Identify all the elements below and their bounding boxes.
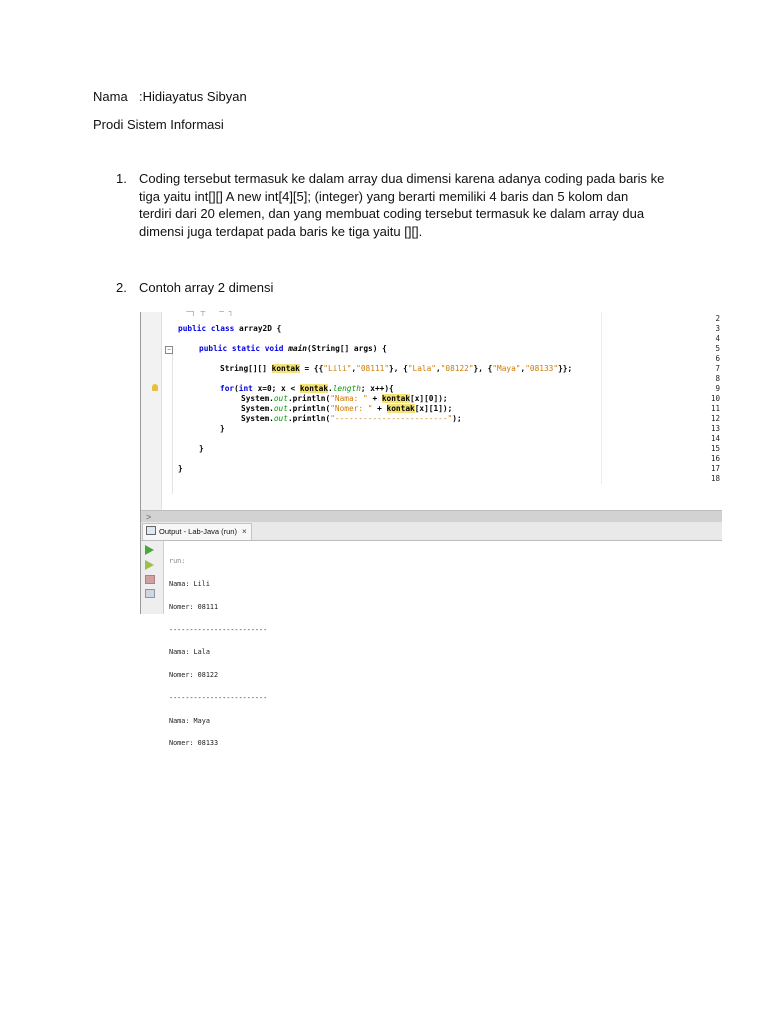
code-text: + <box>367 394 382 403</box>
right-margin-line <box>601 312 602 484</box>
line-number: 13 <box>710 424 720 433</box>
code-text: [x][0]); <box>410 394 448 403</box>
code-text: }, { <box>473 364 493 373</box>
output-line: ------------------------ <box>169 693 268 702</box>
code-text: }}; <box>558 364 573 373</box>
output-toolbar <box>141 541 164 614</box>
name-value: :Hidiayatus Sibyan <box>139 89 247 104</box>
code-text: + <box>372 404 387 413</box>
line-number: 2 <box>715 314 720 323</box>
code-method: main <box>288 344 307 353</box>
stop-icon[interactable] <box>145 575 155 584</box>
code-string: "Nomer: " <box>330 404 373 413</box>
code-string: "08122" <box>440 364 474 373</box>
output-pane <box>141 541 722 748</box>
code-line-15: } <box>199 444 204 453</box>
code-text: x=0; x < <box>252 384 300 393</box>
code-line-5 <box>199 344 387 354</box>
ide-screenshot <box>140 307 722 748</box>
list-number-1: 1. <box>116 171 127 186</box>
paragraph-line: Contoh array 2 dimensi <box>139 280 274 295</box>
code-keyword: for <box>220 384 235 393</box>
output-line: Nomer: 08133 <box>169 739 219 748</box>
output-text <box>169 543 267 763</box>
code-text: System. <box>241 404 274 413</box>
line-number: 18 <box>710 474 720 483</box>
output-line: Nama: Maya <box>169 716 210 725</box>
list-item-2 <box>139 279 669 297</box>
code-line-3 <box>178 324 281 334</box>
code-text: .println( <box>287 414 331 423</box>
code-text: .println( <box>287 394 331 403</box>
code-string: "08111" <box>356 364 390 373</box>
code-variable: kontak <box>299 384 329 393</box>
output-line: Nama: Lala <box>169 648 210 657</box>
code-line-7 <box>220 364 572 374</box>
output-line: Nama: Lili <box>169 579 210 588</box>
output-window-icon <box>146 526 156 535</box>
code-string: "Nama: " <box>330 394 368 403</box>
code-text: .println( <box>287 404 331 413</box>
tab-output[interactable] <box>142 523 252 540</box>
code-editor <box>141 307 722 510</box>
rerun-with-params-icon[interactable] <box>145 560 154 570</box>
output-line: run: <box>169 557 186 566</box>
code-keyword: public class <box>178 324 235 333</box>
code-field: out <box>273 404 288 413</box>
code-text: }, { <box>389 364 408 373</box>
stats-icon[interactable] <box>145 589 155 598</box>
code-text: array2D { <box>234 324 282 333</box>
line-number: 5 <box>715 344 720 353</box>
line-number-gutter <box>141 312 162 510</box>
line-number: 15 <box>710 444 720 453</box>
line-number: 11 <box>710 404 720 413</box>
rerun-icon[interactable] <box>145 545 154 555</box>
code-text: , <box>351 364 357 373</box>
code-text: . <box>328 384 333 393</box>
line-number: 3 <box>715 324 720 333</box>
code-string: "Maya" <box>492 364 521 373</box>
indent-guide <box>172 354 173 494</box>
code-string: "Lili" <box>323 364 352 373</box>
code-variable: kontak <box>386 404 415 413</box>
paragraph-line: tiga yaitu int[][] A new int[4][5]; (integer) yang berarti memiliki 4 baris dan 5 kolom dan <box>139 188 629 204</box>
code-text: System. <box>241 394 274 403</box>
line-number: 6 <box>715 354 720 363</box>
code-line-17: } <box>178 464 183 473</box>
code-line-11 <box>241 404 452 414</box>
code-string: "08133" <box>525 364 559 373</box>
paragraph-line: dimensi juga terdapat pada baris ke tiga yaitu [][]. <box>139 223 423 239</box>
code-field: out <box>273 394 288 403</box>
code-text: ; x++){ <box>360 384 394 393</box>
paragraph-line: Coding tersebut termasuk ke dalam array dua dimensi karena adanya coding pada baris ke <box>139 171 665 186</box>
hint-bulb-icon[interactable] <box>152 384 158 391</box>
output-line: Nomer: 08122 <box>169 671 219 680</box>
code-text: , <box>435 364 441 373</box>
line-number: 10 <box>710 394 720 403</box>
output-line: ------------------------ <box>169 625 268 634</box>
code-line-12 <box>241 414 462 424</box>
line-number: 14 <box>710 434 720 443</box>
code-text: ); <box>452 414 462 423</box>
code-keyword: int <box>238 384 253 393</box>
output-tabstrip <box>141 522 722 541</box>
line-number: 8 <box>715 374 720 383</box>
code-variable: kontak <box>271 364 300 373</box>
paragraph-line: terdiri dari 20 elemen, dan yang membuat coding tersebut termasuk ke dalam array dua <box>139 206 645 221</box>
code-variable: kontak <box>381 394 411 403</box>
line-number: 9 <box>715 384 720 393</box>
code-field: length <box>332 384 361 393</box>
code-text: = {{ <box>299 364 324 373</box>
name-label: Nama <box>93 89 128 104</box>
close-icon[interactable]: × <box>241 527 247 536</box>
code-line-13: } <box>220 424 225 433</box>
prodi-text: Prodi Sistem Informasi <box>93 117 224 132</box>
code-text: , <box>520 364 526 373</box>
line-number: 12 <box>710 414 720 423</box>
chevron-right-icon[interactable]: > <box>146 512 152 522</box>
line-number: 4 <box>715 334 720 343</box>
output-line: Nomer: 08111 <box>169 602 219 611</box>
list-number-2: 2. <box>116 280 127 295</box>
code-text: System. <box>241 414 274 423</box>
line-number: 17 <box>710 464 720 473</box>
code-string: "Lala" <box>407 364 436 373</box>
line-number: 16 <box>710 454 720 463</box>
tab-output-label: Output - Lab-Java (run) <box>159 527 237 536</box>
code-text: ( <box>234 384 239 393</box>
code-keyword: public static void <box>199 344 284 353</box>
code-string: "------------------------" <box>330 414 453 423</box>
code-text: String[][] <box>220 364 272 373</box>
fold-toggle-icon[interactable]: − <box>165 346 173 354</box>
list-item-1 <box>139 170 669 240</box>
code-line-2: ─┐ ┬ ─ ┐ <box>177 307 234 316</box>
line-number: 7 <box>715 364 720 373</box>
code-text: (String[] args) { <box>306 344 387 353</box>
code-line-10 <box>241 394 448 404</box>
code-line-9 <box>220 384 394 394</box>
code-field: out <box>273 414 288 423</box>
code-text: [x][1]); <box>414 404 453 413</box>
